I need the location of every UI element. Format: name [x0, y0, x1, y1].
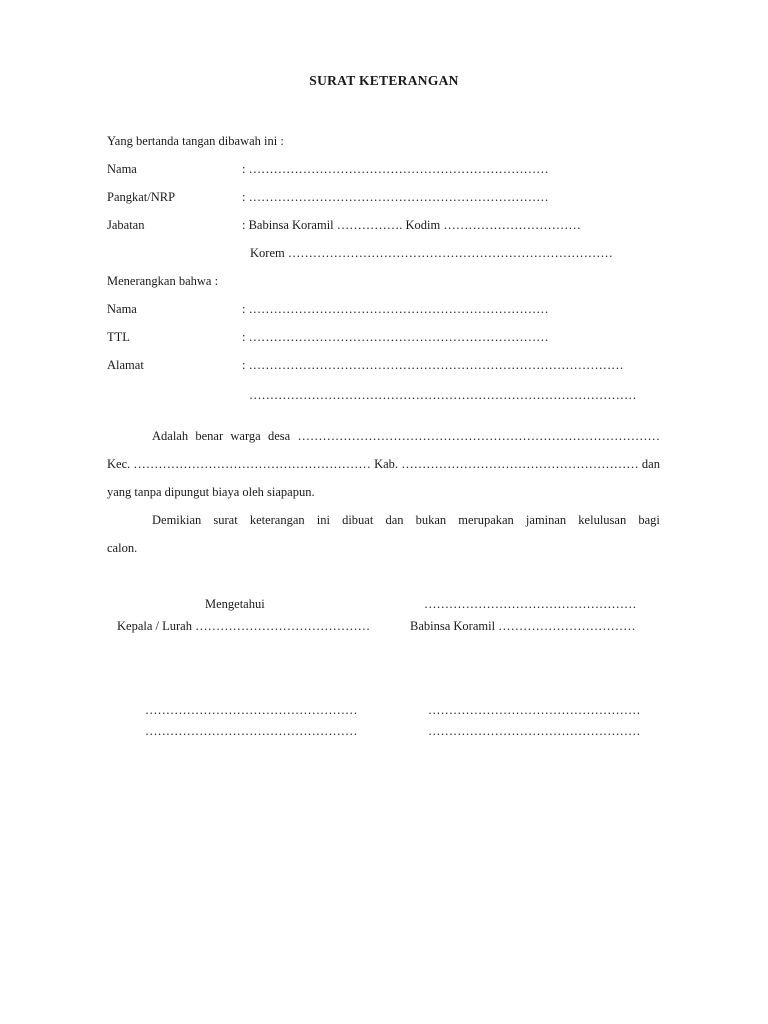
left-signer-title: Kepala / Lurah ……………………………………: [117, 619, 371, 633]
word: ini: [316, 513, 330, 527]
right-signer-title: Babinsa Koramil ……………………………: [410, 619, 636, 633]
word: dibuat: [342, 513, 374, 527]
intro-text: Yang bertanda tangan dibawah ini :: [107, 134, 284, 148]
left-signer-name: ……………………………………………: [145, 703, 358, 717]
word: kelulusan: [578, 513, 627, 527]
word: desa: [267, 429, 291, 443]
paragraph-1-line-2: [107, 456, 660, 472]
word: warga: [230, 429, 261, 443]
word: bagi: [638, 513, 660, 527]
word: Kec.: [107, 457, 131, 471]
signer-pangkat-value: : ………………………………………………………………: [242, 190, 549, 204]
subject-ttl-label: TTL: [107, 330, 130, 344]
signer-nama-label: Nama: [107, 162, 137, 176]
word: dan: [385, 513, 404, 527]
word: keterangan: [249, 513, 305, 527]
signer-jabatan-label: Jabatan: [107, 218, 145, 232]
paragraph-1-line-1: [152, 428, 660, 444]
paragraph-2-line-1: [152, 512, 660, 528]
word: Adalah: [152, 429, 189, 443]
subject-nama-label: Nama: [107, 302, 137, 316]
right-signer-id: ……………………………………………: [428, 724, 641, 738]
mengetahui-label: Mengetahui: [205, 597, 265, 611]
document-title: SURAT KETERANGAN: [309, 73, 459, 88]
word: dan: [641, 457, 660, 471]
word: Kab.: [374, 457, 399, 471]
signer-jabatan-value: : Babinsa Koramil ……………. Kodim ……………………………: [242, 218, 581, 232]
word: bukan: [415, 513, 447, 527]
right-date-placeholder: ……………………………………………: [424, 597, 637, 611]
paragraph-2-line-2: calon.: [107, 541, 138, 555]
word: Demikian: [152, 513, 202, 527]
paragraph-1-line-3: yang tanpa dipungut biaya oleh siapapun.: [107, 485, 315, 499]
word: …………………………………………………: [133, 457, 371, 471]
word: merupakan: [458, 513, 514, 527]
subject-alamat-value-1: : ………………………………………………………………………………: [242, 358, 624, 372]
left-signer-id: ……………………………………………: [145, 724, 358, 738]
subject-alamat-value-2: …………………………………………………………………………………: [249, 388, 637, 402]
word: jaminan: [525, 513, 567, 527]
word: ……………………………………………………………………………: [297, 429, 660, 443]
subject-nama-value: : ………………………………………………………………: [242, 302, 549, 316]
menerangkan-text: Menerangkan bahwa :: [107, 274, 219, 288]
signer-nama-value: : ………………………………………………………………: [242, 162, 549, 176]
signer-korem-value: Korem ……………………………………………………………………: [250, 246, 613, 260]
word: …………………………………………………: [401, 457, 639, 471]
word: surat: [213, 513, 238, 527]
signer-pangkat-label: Pangkat/NRP: [107, 190, 176, 204]
subject-ttl-value: : ………………………………………………………………: [242, 330, 549, 344]
right-signer-name: ……………………………………………: [428, 703, 641, 717]
word: benar: [195, 429, 224, 443]
subject-alamat-label: Alamat: [107, 358, 144, 372]
